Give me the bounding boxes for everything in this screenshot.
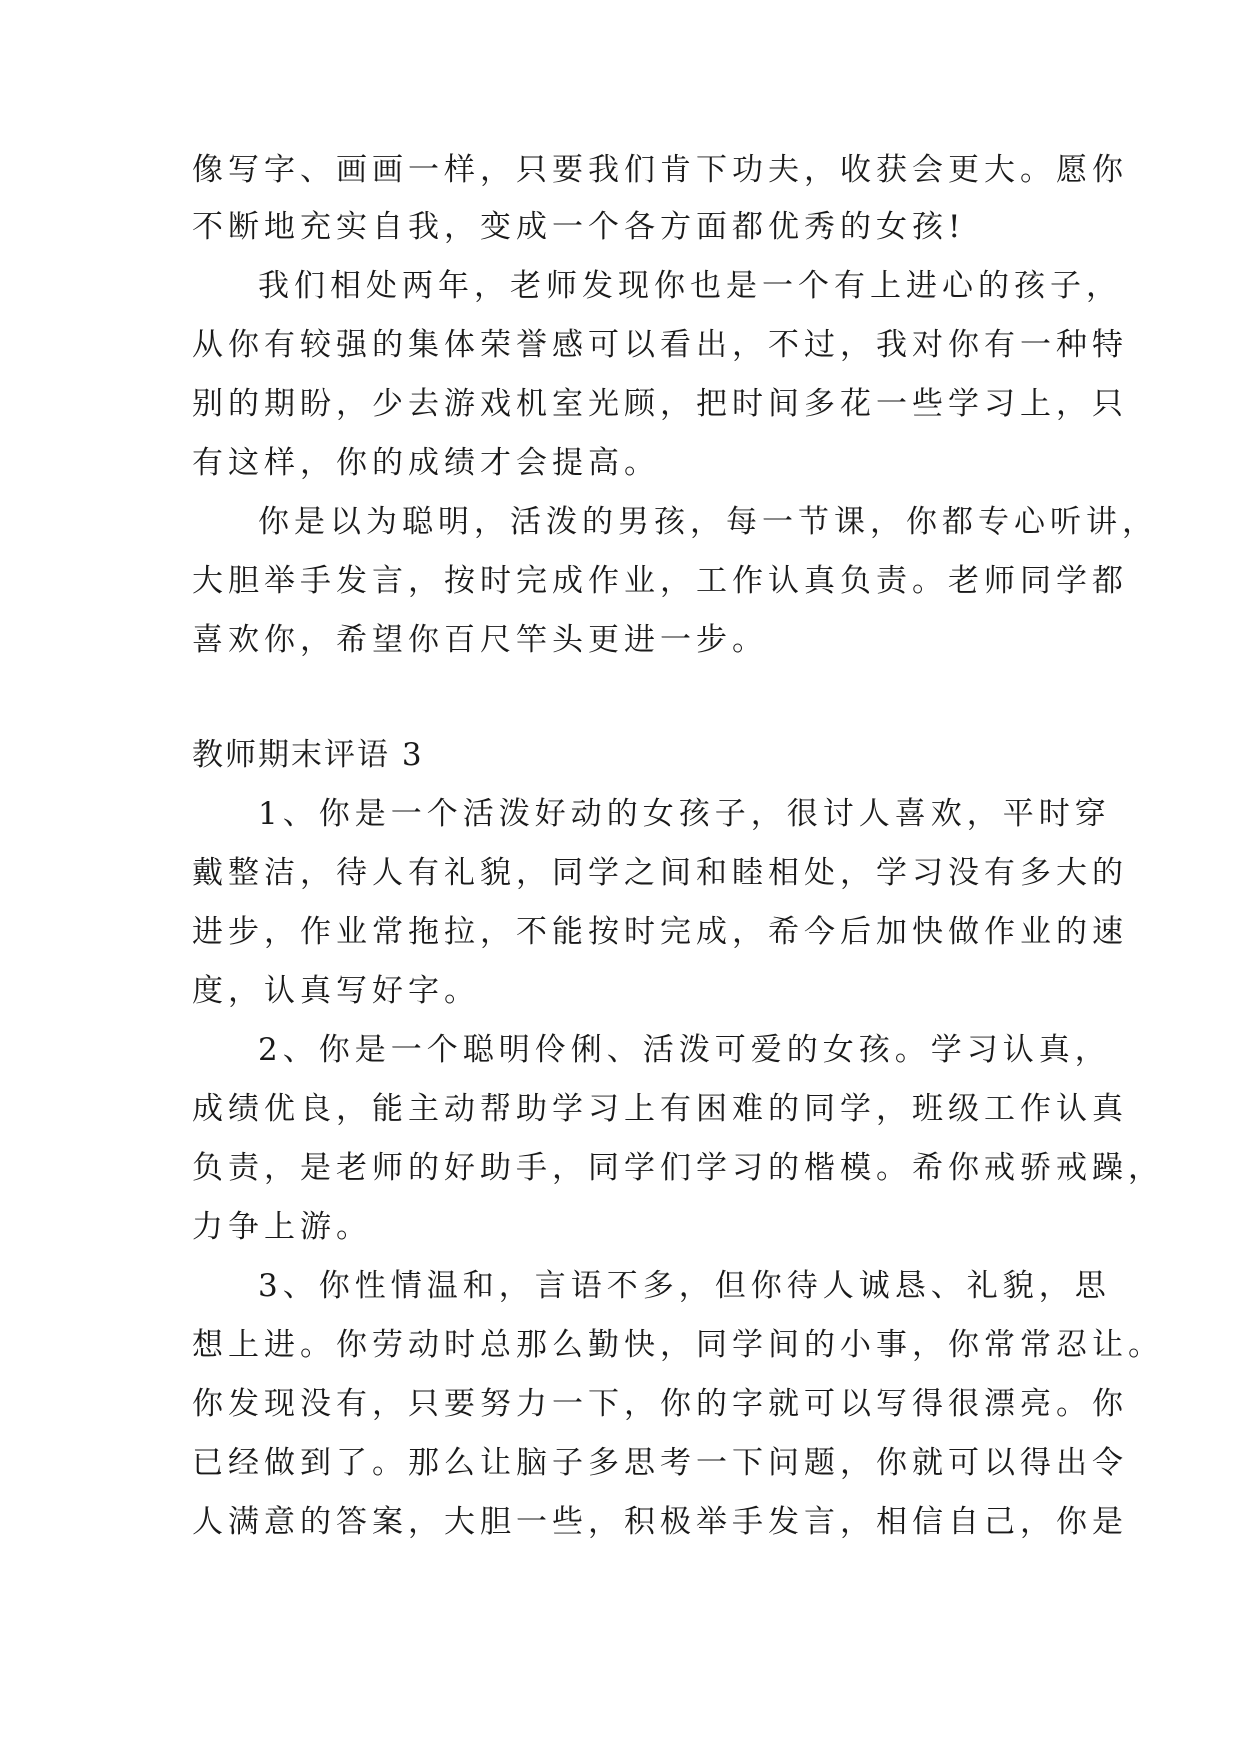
text-line-1: 像写字、画画一样，只要我们肯下功夫，收获会更大。愿你 [192, 152, 1128, 188]
text-line-23: 人满意的答案，大胆一些，积极举手发言，相信自己，你是 [192, 1504, 1128, 1540]
text-line-11: 1、你是一个活泼好动的女孩子，很讨人喜欢，平时穿 [258, 796, 1111, 832]
text-line-22: 已经做到了。那么让脑子多思考一下问题，你就可以得出令 [192, 1445, 1128, 1481]
text-line-21: 你发现没有，只要努力一下，你的字就可以写得很漂亮。你 [192, 1386, 1128, 1422]
text-line-2: 不断地充实自我，变成一个各方面都优秀的女孩! [192, 209, 966, 245]
text-line-18: 力争上游。 [192, 1209, 372, 1245]
text-line-6: 有这样，你的成绩才会提高。 [192, 445, 660, 481]
text-line-14: 度，认真写好字。 [192, 973, 480, 1009]
text-line-5: 别的期盼，少去游戏机室光顾，把时间多花一些学习上，只 [192, 386, 1128, 422]
text-line-13: 进步，作业常拖拉，不能按时完成，希今后加快做作业的速 [192, 914, 1128, 950]
text-line-20: 想上进。你劳动时总那么勤快，同学间的小事，你常常忍让。 [192, 1327, 1164, 1363]
text-line-8: 大胆举手发言，按时完成作业，工作认真负责。老师同学都 [192, 563, 1128, 599]
text-line-12: 戴整洁，待人有礼貌，同学之间和睦相处，学习没有多大的 [192, 855, 1128, 891]
section-heading: 教师期末评语 3 [192, 737, 424, 773]
text-line-15: 2、你是一个聪明伶俐、活泼可爱的女孩。学习认真， [258, 1032, 1111, 1068]
text-line-16: 成绩优良，能主动帮助学习上有困难的同学，班级工作认真 [192, 1091, 1128, 1127]
text-line-3: 我们相处两年，老师发现你也是一个有上进心的孩子， [258, 268, 1122, 304]
text-line-19: 3、你性情温和，言语不多，但你待人诚恳、礼貌，思 [258, 1268, 1111, 1304]
text-line-4: 从你有较强的集体荣誉感可以看出，不过，我对你有一种特 [192, 327, 1128, 363]
text-line-7: 你是以为聪明，活泼的男孩，每一节课，你都专心听讲， [258, 504, 1158, 540]
text-line-17: 负责，是老师的好助手，同学们学习的楷模。希你戒骄戒躁， [192, 1150, 1164, 1186]
text-line-9: 喜欢你，希望你百尺竿头更进一步。 [192, 622, 768, 658]
